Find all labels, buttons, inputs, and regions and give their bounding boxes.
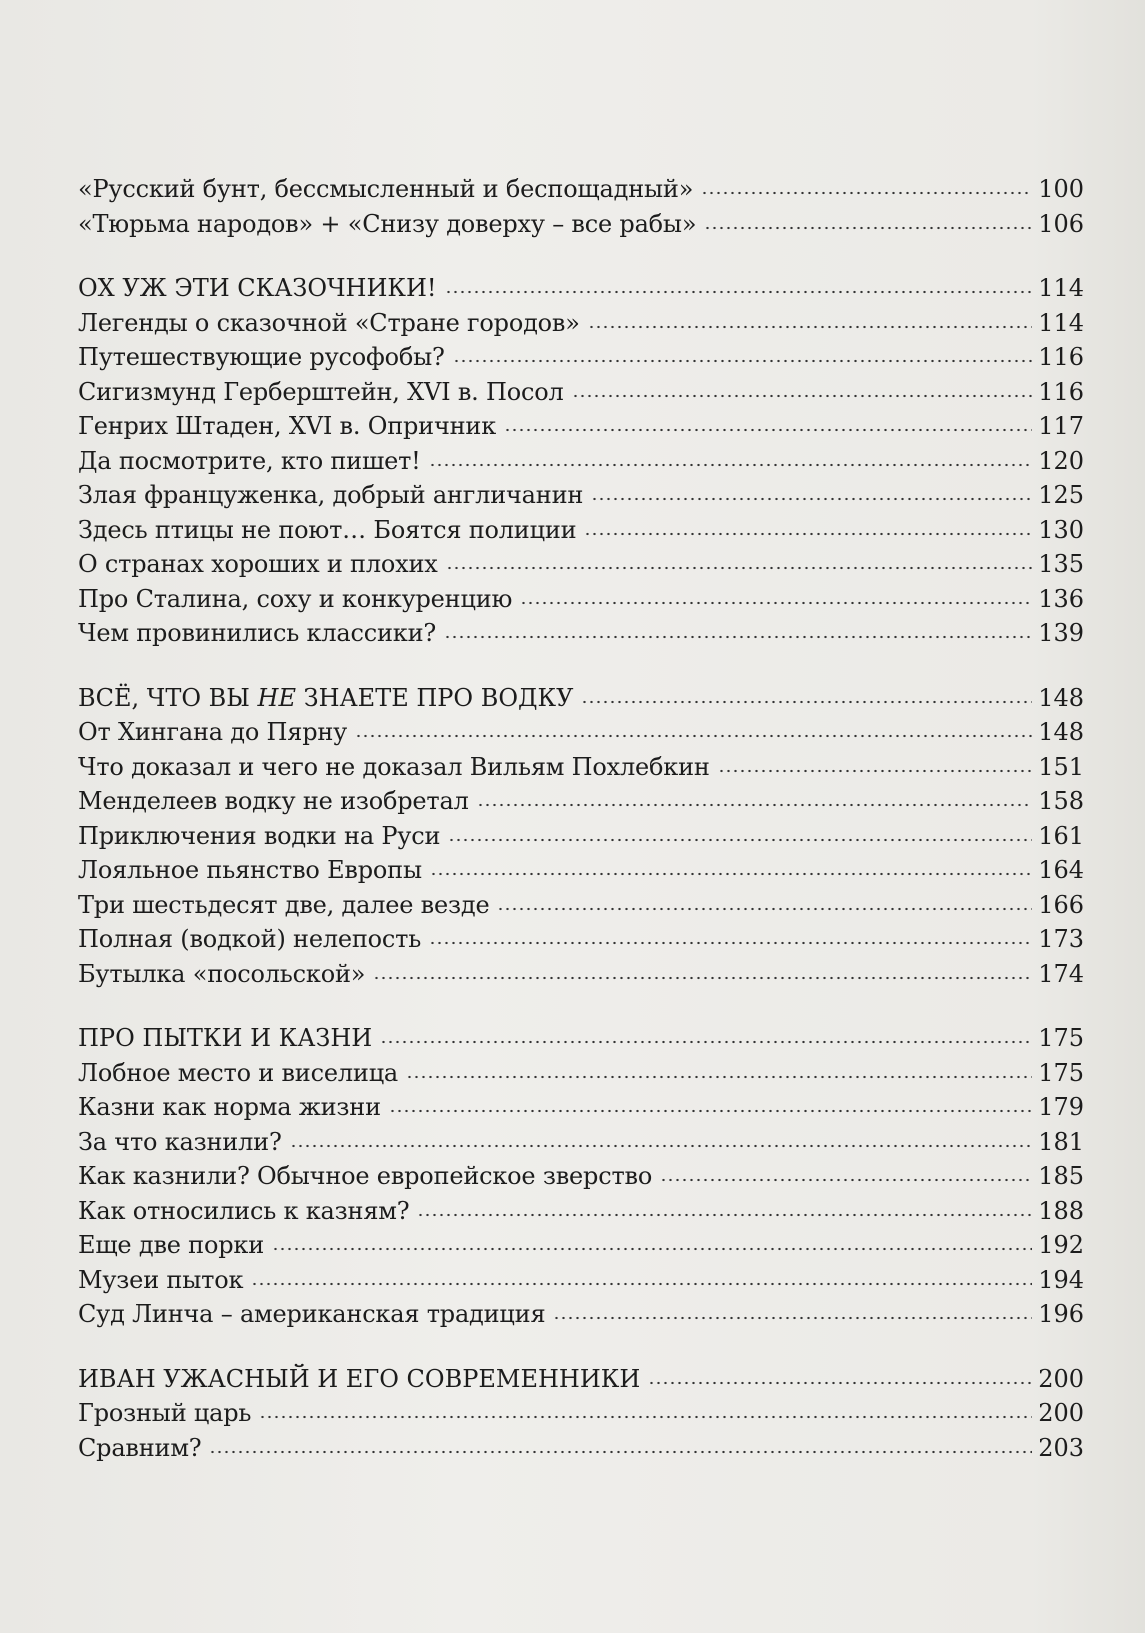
toc-entry-page: 185 bbox=[1038, 1162, 1084, 1190]
dot-leader bbox=[660, 1177, 1032, 1183]
toc-entry bbox=[78, 957, 1084, 992]
toc-entry-page: 100 bbox=[1038, 175, 1084, 203]
toc-entry bbox=[78, 513, 1084, 548]
dot-leader bbox=[648, 1380, 1032, 1386]
toc-entry-page: 116 bbox=[1038, 343, 1084, 371]
toc-entry bbox=[78, 409, 1084, 444]
toc-entry bbox=[78, 582, 1084, 617]
toc-entry-page: 175 bbox=[1038, 1058, 1084, 1087]
toc-section bbox=[78, 681, 1084, 992]
dot-leader bbox=[477, 802, 1033, 808]
dot-leader bbox=[444, 634, 1032, 640]
toc-entry-title: «Русский бунт, бессмысленный и беспощадный» bbox=[78, 175, 694, 203]
toc-entry-title: Про Сталина, соху и конкуренцию bbox=[78, 584, 513, 613]
toc-entry bbox=[78, 172, 1084, 207]
dot-leader bbox=[380, 1039, 1032, 1045]
toc-entry-title: Еще две порки bbox=[78, 1231, 264, 1259]
toc-entry-title: Генрих Штаден, XVI в. Опричник bbox=[78, 412, 497, 440]
toc-entry bbox=[78, 1431, 1084, 1466]
toc-entry-page: 196 bbox=[1038, 1300, 1084, 1328]
dot-leader bbox=[448, 837, 1032, 843]
dot-leader bbox=[355, 733, 1032, 739]
toc-entry bbox=[78, 1228, 1084, 1263]
dot-leader bbox=[718, 768, 1033, 774]
dot-leader bbox=[209, 1449, 1032, 1455]
toc-entry-title: ИВАН УЖАСНЫЙ И ЕГО СОВРЕМЕННИКИ bbox=[78, 1364, 641, 1393]
toc-entry-title: Злая француженка, добрый англичанин bbox=[78, 481, 584, 509]
toc-entry-title: От Хингана до Пярну bbox=[78, 718, 348, 746]
toc-entry-page: 188 bbox=[1038, 1196, 1084, 1225]
toc-entry-page: 164 bbox=[1038, 856, 1084, 884]
toc-chapter-heading bbox=[78, 1021, 1084, 1056]
title-part: ЗНАЕТЕ ПРО ВОДКУ bbox=[295, 683, 574, 712]
title-part: ВСЁ, ЧТО ВЫ bbox=[78, 683, 258, 712]
dot-leader bbox=[417, 1212, 1032, 1218]
toc-section bbox=[78, 271, 1084, 651]
toc-entry bbox=[78, 1125, 1084, 1160]
toc-entry-title: Приключения водки на Руси bbox=[78, 821, 441, 850]
toc-entry bbox=[78, 375, 1084, 410]
toc-entry bbox=[78, 478, 1084, 513]
toc-entry-title: Как относились к казням? bbox=[78, 1196, 410, 1225]
toc-entry-title: Грозный царь bbox=[78, 1399, 252, 1427]
toc-entry-page: 114 bbox=[1038, 274, 1084, 302]
toc-entry bbox=[78, 1396, 1084, 1431]
toc-entry-page: 106 bbox=[1038, 209, 1084, 238]
toc-entry-page: 114 bbox=[1038, 308, 1084, 337]
toc-entry-title: Лояльное пьянство Европы bbox=[78, 856, 422, 884]
title-emphasis: НЕ bbox=[257, 683, 296, 712]
dot-leader bbox=[504, 427, 1032, 433]
toc-entry-page: 158 bbox=[1038, 787, 1084, 815]
toc-entry-page: 148 bbox=[1038, 718, 1084, 746]
toc-entry bbox=[78, 340, 1084, 375]
toc-entry bbox=[78, 1056, 1084, 1091]
dot-leader bbox=[430, 871, 1032, 877]
dot-leader bbox=[581, 699, 1032, 705]
dot-leader bbox=[429, 462, 1033, 468]
toc-entry-page: 192 bbox=[1038, 1231, 1084, 1259]
toc-entry-title: Полная (водкой) нелепость bbox=[78, 925, 422, 953]
toc-entry-title: Музеи пыток bbox=[78, 1265, 244, 1294]
toc-entry bbox=[78, 1090, 1084, 1125]
dot-leader bbox=[588, 324, 1032, 330]
dot-leader bbox=[446, 565, 1033, 571]
toc-entry-page: 166 bbox=[1038, 890, 1084, 919]
toc-entry-page: 120 bbox=[1038, 446, 1084, 475]
dot-leader bbox=[373, 975, 1032, 981]
toc-entry-page: 161 bbox=[1038, 821, 1084, 850]
dot-leader bbox=[429, 940, 1032, 946]
toc-entry-page: 135 bbox=[1038, 550, 1084, 578]
toc-entry-page: 181 bbox=[1038, 1127, 1084, 1156]
toc-entry bbox=[78, 1159, 1084, 1194]
toc-entry bbox=[78, 547, 1084, 582]
toc-entry-title: Здесь птицы не поют… Боятся полиции bbox=[78, 515, 577, 544]
toc-entry-title: Лобное место и виселица bbox=[78, 1058, 399, 1087]
toc-entry-title bbox=[78, 681, 573, 716]
toc-entry bbox=[78, 922, 1084, 957]
dot-leader bbox=[389, 1108, 1032, 1114]
toc-entry-page: 125 bbox=[1038, 481, 1084, 509]
dot-leader bbox=[453, 358, 1033, 364]
toc-entry-page: 179 bbox=[1038, 1093, 1084, 1121]
toc-entry bbox=[78, 207, 1084, 242]
toc-entry-page: 174 bbox=[1038, 959, 1084, 988]
toc-entry-page: 200 bbox=[1038, 1364, 1084, 1393]
toc-section bbox=[78, 1362, 1084, 1466]
dot-leader bbox=[701, 190, 1032, 196]
dot-leader bbox=[272, 1246, 1032, 1252]
toc-section bbox=[78, 172, 1084, 241]
toc-entry bbox=[78, 444, 1084, 479]
toc-entry-title: ОХ УЖ ЭТИ СКАЗОЧНИКИ! bbox=[78, 274, 437, 302]
toc-entry bbox=[78, 888, 1084, 923]
toc-entry bbox=[78, 1263, 1084, 1298]
toc-entry bbox=[78, 853, 1084, 888]
dot-leader bbox=[704, 225, 1032, 231]
dot-leader bbox=[406, 1074, 1032, 1080]
dot-leader bbox=[572, 393, 1033, 399]
toc-entry-title: «Тюрьма народов» + «Снизу доверху – все рабы» bbox=[78, 209, 697, 238]
toc-entry-page: 136 bbox=[1038, 584, 1084, 613]
toc-entry bbox=[78, 750, 1084, 785]
toc-entry-title: Что доказал и чего не доказал Вильям Похлебкин bbox=[78, 752, 710, 781]
toc-entry-title: Путешествующие русофобы? bbox=[78, 343, 445, 371]
dot-leader bbox=[553, 1315, 1032, 1321]
toc-entry-title: Бутылка «посольской» bbox=[78, 959, 366, 988]
toc-entry bbox=[78, 1297, 1084, 1332]
dot-leader bbox=[445, 289, 1033, 295]
toc-entry-page: 151 bbox=[1038, 752, 1084, 781]
toc-entry bbox=[78, 819, 1084, 854]
toc-entry-page: 117 bbox=[1038, 412, 1084, 440]
toc-entry bbox=[78, 616, 1084, 651]
dot-leader bbox=[584, 531, 1032, 537]
toc-entry-title: Казни как норма жизни bbox=[78, 1093, 381, 1121]
toc-entry-title: Да посмотрите, кто пишет! bbox=[78, 446, 421, 475]
toc-entry-title: Сигизмунд Герберштейн, XVI в. Посол bbox=[78, 377, 564, 406]
toc-chapter-heading bbox=[78, 681, 1084, 716]
toc-entry-title: О странах хороших и плохих bbox=[78, 550, 438, 578]
toc-entry-page: 194 bbox=[1038, 1265, 1084, 1294]
toc-chapter-heading bbox=[78, 271, 1084, 306]
toc-entry bbox=[78, 306, 1084, 341]
table-of-contents bbox=[78, 172, 1084, 1465]
toc-entry-page: 139 bbox=[1038, 619, 1084, 647]
dot-leader bbox=[259, 1414, 1032, 1420]
toc-entry-page: 173 bbox=[1038, 925, 1084, 953]
toc-entry-page: 175 bbox=[1038, 1024, 1084, 1052]
dot-leader bbox=[251, 1281, 1032, 1287]
toc-entry-title: Сравним? bbox=[78, 1433, 202, 1462]
toc-entry-page: 116 bbox=[1038, 377, 1084, 406]
toc-entry-page: 130 bbox=[1038, 515, 1084, 544]
toc-entry-title: ПРО ПЫТКИ И КАЗНИ bbox=[78, 1024, 373, 1052]
toc-entry-page: 203 bbox=[1038, 1433, 1084, 1462]
toc-entry-page: 148 bbox=[1038, 683, 1084, 712]
toc-entry bbox=[78, 1194, 1084, 1229]
toc-entry-title: Как казнили? Обычное европейское зверство bbox=[78, 1162, 653, 1190]
toc-entry-title: Менделеев водку не изобретал bbox=[78, 787, 469, 815]
toc-entry bbox=[78, 715, 1084, 750]
toc-entry-title: Три шестьдесят две, далее везде bbox=[78, 890, 490, 919]
toc-entry-title: Чем провинились классики? bbox=[78, 619, 437, 647]
toc-entry-page: 200 bbox=[1038, 1399, 1084, 1427]
dot-leader bbox=[520, 600, 1032, 606]
dot-leader bbox=[591, 496, 1032, 502]
toc-entry-title: За что казнили? bbox=[78, 1127, 282, 1156]
toc-entry-title: Легенды о сказочной «Стране городов» bbox=[78, 308, 580, 337]
dot-leader bbox=[290, 1143, 1033, 1149]
toc-entry bbox=[78, 784, 1084, 819]
toc-entry-title: Суд Линча – американская традиция bbox=[78, 1300, 546, 1328]
toc-section bbox=[78, 1021, 1084, 1332]
toc-chapter-heading bbox=[78, 1362, 1084, 1397]
dot-leader bbox=[497, 906, 1032, 912]
